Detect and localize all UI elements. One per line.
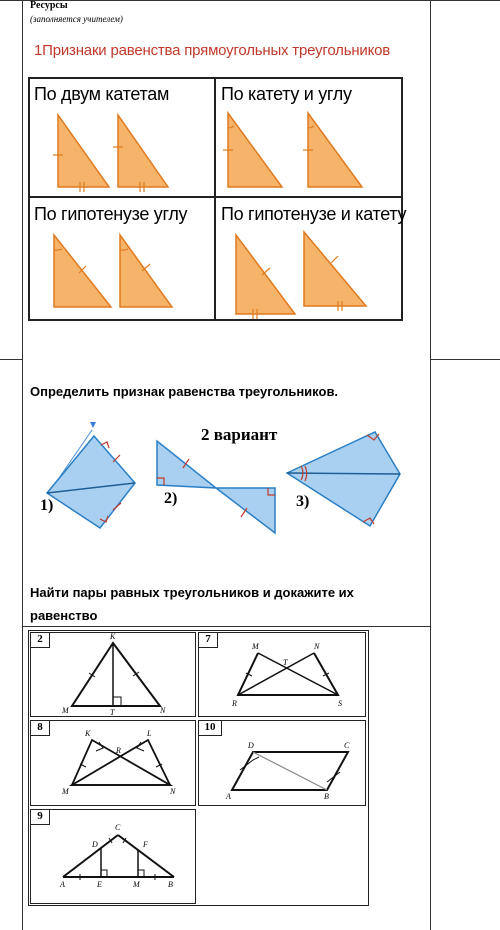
point-M: M xyxy=(62,706,69,715)
figure-1-label: 1) xyxy=(40,497,54,514)
point-E: E xyxy=(97,880,102,889)
point-B: B xyxy=(168,880,173,889)
criteria-hyp-leg-label: По гипотенузе и катету xyxy=(221,204,407,224)
point-N: N xyxy=(160,706,166,715)
point-T: T xyxy=(283,658,288,667)
criteria-leg-angle-label: По катету и углу xyxy=(221,84,352,104)
resources-title: Ресурсы xyxy=(30,0,68,11)
point-L: L xyxy=(147,729,152,738)
point-F: F xyxy=(143,840,148,849)
criteria-legs-label: По двум катетам xyxy=(34,84,170,104)
panel-10-number: 10 xyxy=(199,721,222,736)
point-M: M xyxy=(62,787,69,796)
criteria-hyp-angle-label: По гипотенузе углу xyxy=(34,204,188,224)
section1-heading: 1Признаки равенства прямоугольных треугольников xyxy=(34,42,391,59)
point-R: R xyxy=(116,746,121,755)
point-M: M xyxy=(133,880,140,889)
panel-2-number: 2 xyxy=(31,633,50,648)
point-B: B xyxy=(324,792,329,801)
point-N: N xyxy=(314,642,320,651)
figure-3-label: 3) xyxy=(296,493,310,510)
section2-task: Определить признак равенства треугольников. xyxy=(30,384,339,399)
point-C: C xyxy=(115,823,121,832)
point-M: M xyxy=(252,642,259,651)
point-N: N xyxy=(170,787,176,796)
panel-7-number: 7 xyxy=(199,633,218,648)
point-T: T xyxy=(110,708,115,717)
point-D: D xyxy=(92,840,98,849)
section3-task-line2: равенство xyxy=(30,608,98,623)
resources-subtitle: (заполняется учителем) xyxy=(30,14,123,24)
point-R: R xyxy=(232,699,237,708)
point-A: A xyxy=(60,880,65,889)
point-D: D xyxy=(248,741,254,750)
point-C: C xyxy=(344,741,350,750)
point-S: S xyxy=(338,699,342,708)
figure-2-label: 2) xyxy=(164,490,178,507)
point-K: K xyxy=(110,632,116,641)
section3-task-line1: Найти пары равных треугольников и докажите их xyxy=(30,585,354,600)
point-A: A xyxy=(226,792,231,801)
panel-8-number: 8 xyxy=(31,721,50,736)
point-K: K xyxy=(85,729,91,738)
panel-9-number: 9 xyxy=(31,810,50,825)
variant-label: 2 вариант xyxy=(201,425,278,444)
